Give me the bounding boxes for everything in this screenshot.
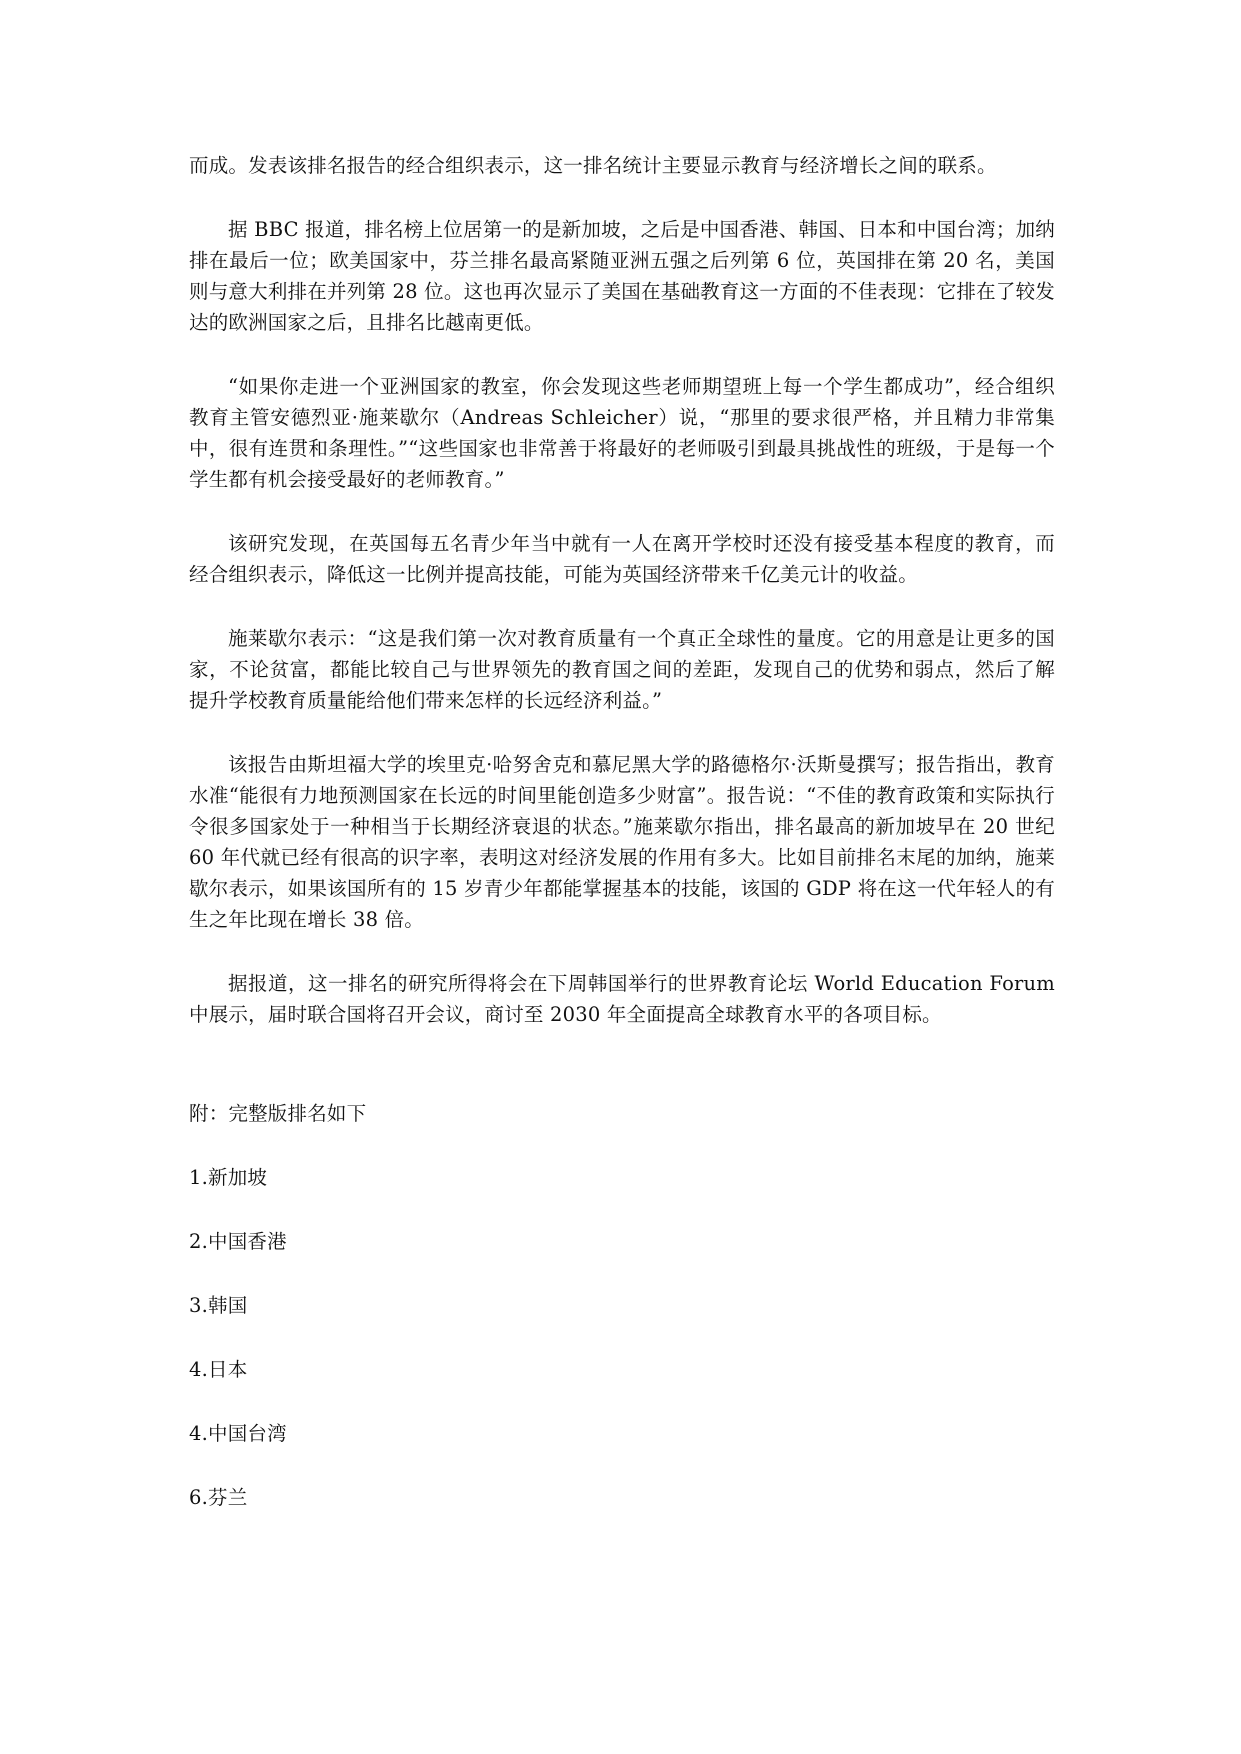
ranking-item: 4.中国台湾: [189, 1422, 287, 1445]
paragraph-6: 该报告由斯坦福大学的埃里克·哈努舍克和慕尼黑大学的路德格尔·沃斯曼撰写；报告指出，教育水准“能很有力地预测国家在长远的时间里能创造多少财富”。报告说：“不佳的教育政策和实际执行令很多国家处于一种相当于长期经济衰退的状态。”施莱歇尔指出，排名最高的新加坡早在 20 世纪 60 年代就已经有很高的识字率，表明这对经济发展的作用有多大。比如目前排名末尾的加纳，施莱歇尔表示，如果该国所有的 15 岁青少年都能掌握基本的技能，该国的 GDP 将在这一代年轻人的有生之年比现在增长 38 倍。: [189, 753, 1055, 931]
article-body: [189, 150, 1055, 1546]
ranking-item: 2.中国香港: [189, 1230, 287, 1253]
paragraph-5: 施莱歇尔表示：“这是我们第一次对教育质量有一个真正全球性的量度。它的用意是让更多的国家，不论贫富，都能比较自己与世界领先的教育国之间的差距，发现自己的优势和弱点，然后了解提升学校教育质量能给他们带来怎样的长远经济利益。”: [189, 627, 1055, 712]
appendix-title: 附：完整版排名如下: [189, 1102, 367, 1125]
paragraph-7: 据报道，这一排名的研究所得将会在下周韩国举行的世界教育论坛 World Education Forum 中展示，届时联合国将召开会议，商讨至 2030 年全面提高全球教育水平的各项目标。: [189, 972, 1055, 1026]
paragraph-2: 据 BBC 报道，排名榜上位居第一的是新加坡，之后是中国香港、韩国、日本和中国台湾；加纳排在最后一位；欧美国家中，芬兰排名最高紧随亚洲五强之后列第 6 位，英国排在第 20 名，美国则与意大利排在并列第 28 位。这也再次显示了美国在基础教育这一方面的不佳表现：它排在了较发达的欧洲国家之后，且排名比越南更低。: [189, 218, 1055, 334]
ranking-item: 1.新加坡: [189, 1166, 268, 1189]
paragraph-4: 该研究发现，在英国每五名青少年当中就有一人在离开学校时还没有接受基本程度的教育，而经合组织表示，降低这一比例并提高技能，可能为英国经济带来千亿美元计的收益。: [189, 532, 1055, 586]
ranking-list: [189, 1162, 1055, 1513]
paragraph-3: “如果你走进一个亚洲国家的教室，你会发现这些老师期望班上每一个学生都成功”，经合组织教育主管安德烈亚·施莱歇尔（Andreas Schleicher）说，“那里的要求很严格，并且精力非常集中，很有连贯和条理性。”“这些国家也非常善于将最好的老师吸引到最具挑战性的班级，于是每一个学生都有机会接受最好的老师教育。”: [189, 375, 1055, 491]
ranking-item: 4.日本: [189, 1358, 248, 1381]
ranking-item: 3.韩国: [189, 1294, 248, 1317]
ranking-item: 6.芬兰: [189, 1486, 248, 1509]
paragraph-1: 而成。发表该排名报告的经合组织表示，这一排名统计主要显示教育与经济增长之间的联系。: [189, 154, 997, 177]
